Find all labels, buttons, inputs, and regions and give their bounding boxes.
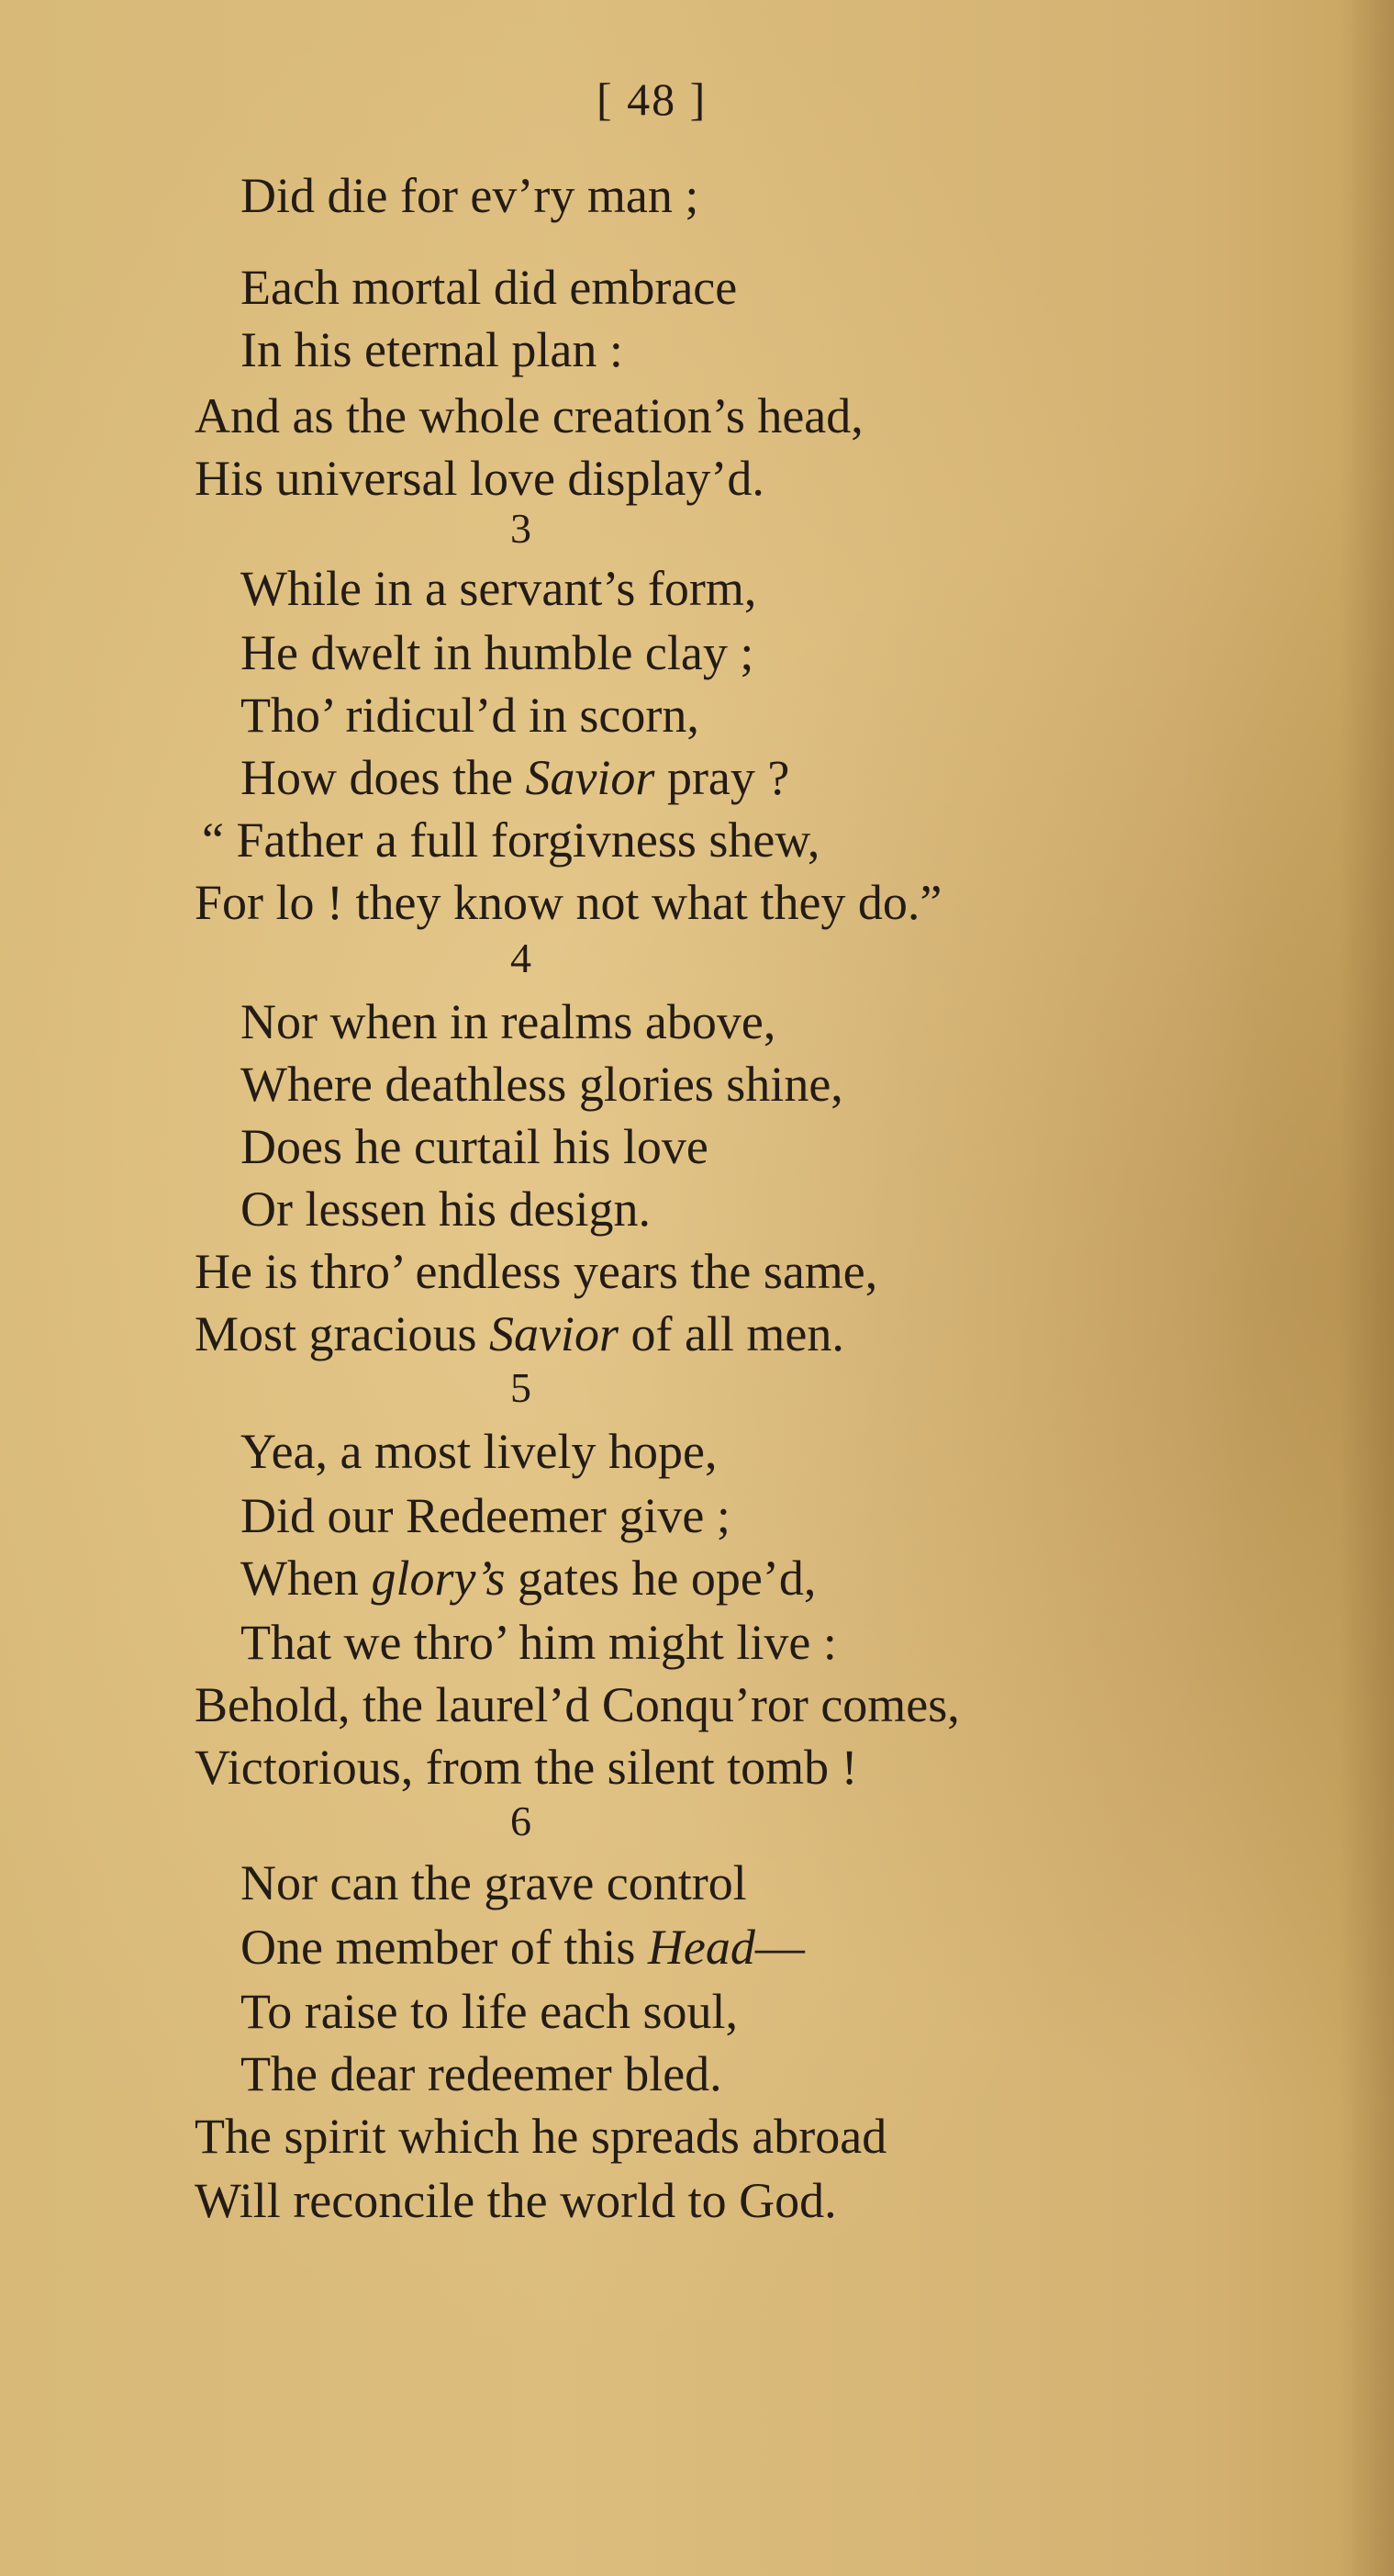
verse-line: Behold, the laurel’d Conqu’ror comes, <box>195 1677 960 1732</box>
verse-line: How does the Savior pray ? <box>240 750 790 805</box>
page-number: [ 48 ] <box>597 73 708 125</box>
verse-line: Will reconcile the world to God. <box>195 2173 837 2228</box>
verse-line: In his eternal plan : <box>240 322 623 377</box>
verse-line: Where deathless glories shine, <box>240 1057 843 1112</box>
verse-line: For lo ! they know not what they do.” <box>195 875 942 930</box>
verse-line: His universal love display’d. <box>195 451 764 506</box>
verse-line: Or lessen his design. <box>240 1182 651 1237</box>
verse-line: The spirit which he spreads abroad <box>195 2109 887 2164</box>
verse-line: While in a servant’s form, <box>240 561 757 616</box>
verse-line: “ Father a full forgivness shew, <box>202 812 820 868</box>
verse-line: Each mortal did embrace <box>240 260 738 315</box>
stanza-number: 4 <box>510 935 531 981</box>
verse-line: Nor can the grave control <box>240 1855 747 1910</box>
verse-line: The dear redeemer bled. <box>240 2046 722 2101</box>
verse-line: That we thro’ him might live : <box>240 1615 837 1670</box>
verse-line: One member of this Head— <box>240 1920 805 1975</box>
verse-line: And as the whole creation’s head, <box>195 388 864 443</box>
verse-line: Most gracious Savior of all men. <box>195 1306 844 1361</box>
verse-line: To raise to life each soul, <box>240 1984 739 2039</box>
verse-line: He dwelt in humble clay ; <box>240 625 754 680</box>
verse-line: When glory’s gates he ope’d, <box>240 1551 817 1606</box>
stanza-number: 3 <box>510 505 531 552</box>
stanza-number: 5 <box>510 1364 531 1411</box>
verse-line: Yea, a most lively hope, <box>240 1424 718 1479</box>
verse-line: Victorious, from the silent tomb ! <box>195 1740 858 1795</box>
verse-line: He is thro’ endless years the same, <box>195 1244 878 1299</box>
verse-line: Did our Redeemer give ; <box>240 1488 730 1543</box>
stanza-number: 6 <box>510 1798 531 1844</box>
page-edge-shadow <box>1339 0 1394 2576</box>
verse-line: Tho’ ridicul’d in scorn, <box>240 688 699 743</box>
verse-line: Does he curtail his love <box>240 1119 708 1174</box>
verse-line: Did die for ev’ry man ; <box>240 168 699 223</box>
verse-line: Nor when in realms above, <box>240 994 776 1049</box>
